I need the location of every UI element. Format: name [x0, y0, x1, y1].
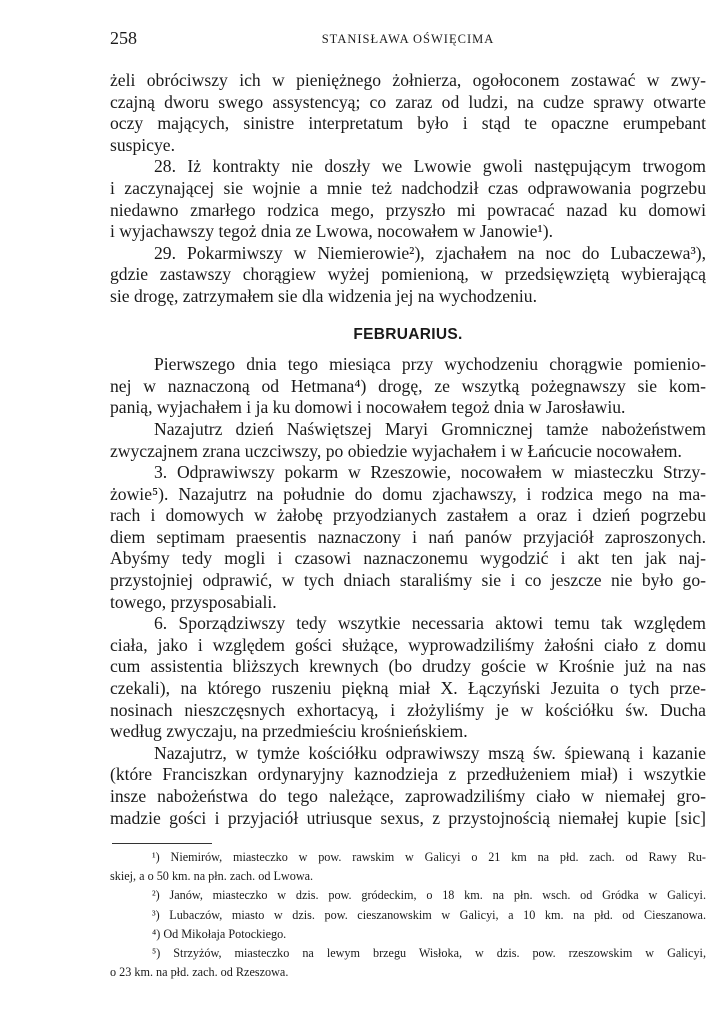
text-line: czekali), na którego ruszeniu piękną miał X. Łączyński Jezuita o tych prze- — [110, 678, 706, 699]
text-line: gdzie zastawszy chorągiew wyżej pomienioną, w przedsięwziętą wybierającą — [110, 264, 706, 285]
text-line: nosinach nieszczęsnych exhortacyą, i złożyliśmy je w kościółku św. Ducha — [110, 699, 706, 720]
footnote-line: ⁴) Od Mikołaja Potockiego. — [152, 926, 287, 941]
footnote-line: ²) Janów, miasteczko w dzis. pow. gródeckim, o 18 km. na płn. wsch. od Gródka w Galicyi. — [152, 888, 706, 903]
text-line: Pierwszego dnia tego miesiąca przy wychodzeniu chorągwie pomienio- — [154, 354, 706, 375]
text-line: sie drogę, zatrzymałem sie dla widzenia jej na wychodzeniu. — [110, 285, 537, 306]
running-head: STANISŁAWA OŚWIĘCIMA — [321, 32, 495, 46]
text-line: suspicye. — [110, 134, 175, 155]
footnote-line: ¹) Niemirów, miasteczko w pow. rawskim w Galicyi o 21 km na płd. zach. od Rawy Ru- — [152, 850, 706, 864]
footnotes — [110, 843, 706, 982]
body-text — [110, 70, 706, 829]
text-line: niedawno zmarłego rodzica mego, przyszło mi powracać nazad ku domowi — [110, 199, 706, 220]
text-line: towego, przysposabiali. — [110, 591, 277, 612]
footnote-line: skiej, a o 50 km. na płn. zach. od Lwowa. — [110, 869, 314, 884]
text-line: żowie⁵). Nazajutrz na południe do domu zjachawszy, i rodzica mego na ma- — [110, 483, 706, 504]
text-line: oczy mających, sinistre interpretatum było i stąd te opaczne erumpebant — [110, 113, 706, 134]
text-line: ciała, jako i względem gości służące, wyprowadziliśmy żałośni ciało z domu — [110, 634, 706, 655]
text-line: zwyczajnem zrana uczciwszy, po obiedzie wyjachałem i w Łańcucie nocowałem. — [110, 440, 682, 461]
text-line: przystojniej odprawić, w tych dniach staraliśmy sie i co jeszcze nie było go- — [110, 570, 706, 591]
text-line: i zaczynającej sie wojnie a mnie też nadchodził czas odprawowania pogrzebu — [110, 177, 706, 198]
footnote-line: ⁵) Strzyżów, miasteczko na lewym brzegu Wisłoka, w dzis. pow. rzeszowskim w Galicyi, — [152, 946, 706, 961]
text-line: madzie gości i przyjaciół utriusque sexus, z przystojnością niemałej kupie [sic] — [110, 807, 706, 828]
text-line: 3. Odprawiwszy pokarm w Rzeszowie, nocowałem w miasteczku Strzy- — [154, 462, 706, 483]
text-line: Abyśmy tedy mogli i czasowi naznaczonemu wygodzić i akt ten jak naj- — [110, 548, 706, 569]
text-line: 28. Iż kontrakty nie doszły we Lwowie gwoli następującym trwogom — [154, 156, 706, 177]
text-line: nej w naznaczoną od Hetmana⁴) drogę, ze wszytką pożegnawszy sie kom- — [110, 375, 706, 396]
footnote-line: o 23 km. na płd. zach. od Rzeszowa. — [110, 965, 289, 980]
text-line: diem septimam praesentis naznaczony i nań panów przyjaciół zaproszonych. — [110, 526, 706, 547]
text-line: 29. Pokarmiwszy w Niemierowie²), zjachałem na noc do Lubaczewa³), — [154, 242, 706, 263]
page-header — [110, 28, 706, 50]
text-line: i wyjachawszy tegoż dnia ze Lwowa, nocowałem w Janowie¹). — [110, 221, 554, 242]
text-line: panią, wyjachałem i ja ku domowi i nocowałem tegoż dnia w Jarosławiu. — [110, 397, 626, 418]
text-line: insze nabożeństwa do tego należące, zaprowadziliśmy ciało w niemałej gro- — [110, 786, 706, 806]
footnote-line: ³) Lubaczów, miasto w dzis. pow. cieszanowskim w Galicyi, a 10 km. na płd. od Cieszanowa. — [152, 907, 706, 922]
footnote-rule — [112, 843, 212, 844]
text-line: Nazajutrz dzień Naświętszej Maryi Gromnicznej tamże nabożeństwem — [154, 418, 706, 439]
text-line: czajną dworu swego assystencyą; co zaraz od ludzi, na cudze sprawy otwarte — [110, 91, 706, 112]
text-line: cum assistentia bliższych krewnych (bo drudzy goście w Krośnie już na nas — [110, 656, 706, 677]
text-line: według zwyczaju, na przedmieściu krośnieńskiem. — [110, 721, 468, 742]
text-line: Nazajutrz, w tymże kościółku odprawiwszy mszą św. śpiewaną i kazanie — [154, 742, 706, 763]
page-number: 258 — [110, 28, 137, 48]
text-line: żeli obróciwszy ich w pieniężnego żołnierza, ogołoconem zostawać w zwy- — [110, 70, 706, 90]
text-line: (które Franciszkan ordynaryjny kaznodzieja z przedłużeniem miał) i wszytkie — [110, 764, 706, 785]
text-line: 6. Sporządziwszy tedy wszytkie necessaria aktowi temu tak względem — [154, 613, 706, 634]
text-line: rach i domowych w żałobę przyodzianych zastałem a oraz i dzień pogrzebu — [110, 505, 706, 526]
section-heading: FEBRUARIUS. — [353, 325, 463, 343]
